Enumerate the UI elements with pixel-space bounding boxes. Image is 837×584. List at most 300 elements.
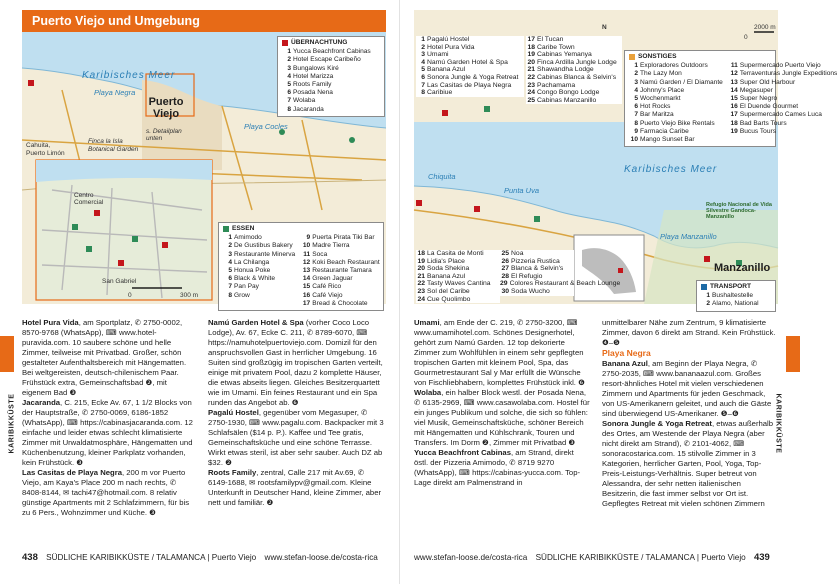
item-number: 17 xyxy=(302,299,311,307)
list-item xyxy=(729,70,837,78)
item-number: 4 xyxy=(228,258,232,266)
item-number: 1 xyxy=(421,36,425,43)
item-number: 8 xyxy=(421,89,425,97)
list-item xyxy=(526,66,622,74)
list-item xyxy=(500,288,574,296)
item-number: 21 xyxy=(417,272,425,280)
item-label: Caribiue xyxy=(427,89,453,97)
list-item xyxy=(526,74,622,82)
item-label: Hotel Escape Caribeño xyxy=(293,56,361,64)
list-item xyxy=(526,89,622,97)
item-number: 29 xyxy=(500,280,508,288)
item-label: Cabinas Blanca & Selvin's xyxy=(537,73,617,81)
item-number: 20 xyxy=(527,58,535,66)
item-label: Pan Pay xyxy=(234,283,259,291)
list-item xyxy=(223,275,295,283)
item-number: 11 xyxy=(303,250,311,258)
list-item xyxy=(416,288,500,296)
map-title: Puerto Viejo und Umgebung xyxy=(22,10,386,32)
item-number: 6 xyxy=(287,89,291,97)
footer: www.stefan-loose.de/costa-rica SÜDLICHE KARIBIKKÜSTE / TALAMANCA | Puerto Viejo 439 xyxy=(414,552,770,563)
item-label: Bread & Chocolate xyxy=(312,299,368,307)
section-heading xyxy=(602,348,778,359)
place-finca: Finca la Isla xyxy=(88,138,123,145)
item-number: 27 xyxy=(501,265,509,273)
item-number: 13 xyxy=(302,267,311,275)
item-label: Puerto Viejo Bike Rentals xyxy=(640,119,715,127)
item-label: Noa xyxy=(511,250,524,257)
place-punta-uva: Punta Uva xyxy=(504,186,540,195)
listing-description: , 200 m vor Puerto Viejo, am Kaya's Place 200 m nach rechts, ✆ 8408-8144, ✉ tachi47@hotmail.com. 8 relativ günstige Apartments mit 2 Schlafzimmern, für bis zu 6 Pers., Wohnzimmer und Küche. ❸ xyxy=(22,468,190,517)
list-item xyxy=(223,234,295,242)
item-number: 11 xyxy=(730,62,738,70)
list-item xyxy=(526,59,622,67)
listing-name: Jacaranda xyxy=(22,398,61,407)
legend-transport xyxy=(696,280,776,312)
item-label: Cabinas Yemanya xyxy=(537,51,592,59)
item-label: Bar Maritza xyxy=(640,111,674,119)
item-number: 24 xyxy=(527,89,535,97)
listing-entry xyxy=(602,359,778,419)
item-number: 4 xyxy=(634,86,638,94)
square-blue-icon xyxy=(701,284,707,290)
item-label: The Lazy Mon xyxy=(640,70,682,78)
place-botanical: Botanical Garden xyxy=(88,146,139,153)
listing-description: , etwas außerhalb des Ortes, am Westende der Playa Negra (aber nicht direkt am Strand), ✆ 2101-4062, ⌨ sonoracostarica.com. 15 stilvolle Zimmer in 3 Kategorien, herrlicher Garten, Pool, Yoga, Top-Preis-Leistungs-Verhältnis. Super betreut von Alessandra, der sehr netten italienischen Besitzerin, die fast immer selbst vor Ort ist. Gepflegtes Retreat mit vielen schönen Zimmern xyxy=(602,419,774,508)
list-item xyxy=(301,259,379,267)
list-item xyxy=(301,234,379,242)
text-column-2 xyxy=(208,318,384,508)
list-item xyxy=(416,273,500,281)
list-item xyxy=(526,82,622,90)
list-item xyxy=(416,258,500,266)
item-label: Honua Poke xyxy=(234,267,271,275)
listing-entry xyxy=(208,468,384,508)
item-label: Roots Family xyxy=(293,81,332,89)
item-label: Hotel Marizza xyxy=(293,72,334,80)
item-number: 5 xyxy=(228,267,232,275)
list-item xyxy=(729,87,837,95)
item-number: 5 xyxy=(634,95,638,103)
listing-description: , C. 215, Ecke Av. 67, 1 1/2 Blocks von der Hauptstraße, ✆ 2750-0069, 6186-1852 (WhatsApp), ⌨ https://cabinasjacaranda.com. 12 einfache und leider etwas schlecht klimatisierte Zimmer mit Urwaldatmosphäre, Hängematten und Küchenbenutzung, kleiner Parkplatz vorhanden, kein Frühstück. ❸ xyxy=(22,398,193,467)
list-item xyxy=(223,267,295,275)
item-number: 15 xyxy=(730,95,738,103)
list-item xyxy=(282,56,380,64)
list-item xyxy=(416,265,500,273)
listing-name: Umami xyxy=(414,318,440,327)
item-number: 19 xyxy=(527,51,535,59)
list-item xyxy=(301,300,379,308)
item-label: La Casita de Monti xyxy=(427,250,484,257)
list-item xyxy=(416,296,500,304)
list-item xyxy=(301,267,379,275)
list-item xyxy=(223,242,295,250)
item-label: Supermercado Cames Luca xyxy=(739,111,822,119)
item-label: El Duende Gourmet xyxy=(739,103,799,111)
list-item xyxy=(629,128,723,136)
item-number: 9 xyxy=(634,127,638,135)
listing-description: , zentral, Calle 217 mit Av.69, ✆ 6149-1688, ✉ rootsfamilypv@gmail.com. Kleine Unterkunft in Deutscher Hand, kleine Zimmer, aber nett und familiär. ❷ xyxy=(208,468,382,507)
item-label: Lidia's Place xyxy=(427,257,465,265)
item-label: Congo Bongo Lodge xyxy=(537,89,600,97)
item-number: 7 xyxy=(421,81,425,89)
item-number: 7 xyxy=(287,97,291,105)
place-puerto-limon: Puerto Limón xyxy=(26,150,65,157)
listing-name: Pagalú Hostel xyxy=(208,408,259,417)
listing-entry xyxy=(208,318,384,408)
list-item xyxy=(416,280,500,288)
list-item xyxy=(416,89,524,97)
item-number: 14 xyxy=(730,86,738,94)
text-column-1 xyxy=(22,318,198,518)
list-item xyxy=(301,292,379,300)
list-item xyxy=(301,242,379,250)
right-page xyxy=(400,0,837,584)
text-column-1 xyxy=(414,318,590,488)
listing-name: Namú Garden Hotel & Spa xyxy=(208,318,304,327)
item-label: Supermercado Puerto Viejo xyxy=(739,62,821,70)
item-number: 6 xyxy=(634,103,638,111)
listing-description: , am Beginn der Playa Negra, ✆ 2750-2035, ⌨ www.bananaazul.com. Großes resort-ähnliches Hotel mit vielen verschiedenen Zimmern und Apartments für jeden Geschmack, von US-Amerikanern geleitet, und auch die Gäste sind überwiegend US-Amerikaner. ❺–❻ xyxy=(602,359,772,418)
chapter-tab xyxy=(786,336,800,372)
item-number: 6 xyxy=(228,275,232,283)
item-label: Namú Garden Hotel & Spa xyxy=(427,58,508,66)
item-label: La Chilanga xyxy=(234,258,270,266)
item-label: Exploradores Outdoors xyxy=(640,62,708,70)
listing-description: , am Sportplatz, ✆ 2750-0002, 8570-9768 (WhatsApp), ⌨ www.hotel-puravida.com. 10 saubere schöne und helle Zimmer, teilweise mit Privatbad. Großer, schön gestalteter Aufenthaltsbereich mit Hängematten. Bei weltgereisten, deutsch-chilenischem Paar. Frühstück extra, Gemeinschaftsbad ❷, mit eigenem Bad ❸ xyxy=(22,318,187,397)
item-label: Green Jaguar xyxy=(312,275,353,283)
section-heading-text: Playa Negra xyxy=(602,348,651,358)
item-number: 2 xyxy=(634,70,638,78)
item-number: 30 xyxy=(501,287,509,295)
place-playa-cocles: Playa Cocles xyxy=(244,122,288,131)
item-number: 1 xyxy=(287,48,291,56)
legend-title: TRANSPORT xyxy=(710,283,752,290)
item-label: Madre Tierra xyxy=(312,242,350,250)
chapter-tab xyxy=(0,336,14,372)
item-label: Café Rico xyxy=(312,283,342,291)
sea-label: Karibisches Meer xyxy=(82,70,176,81)
left-page xyxy=(0,0,400,584)
item-label: Soca xyxy=(312,250,328,258)
list-item xyxy=(729,79,837,87)
list-item xyxy=(500,258,574,266)
item-label: Tasty Waves Cantina xyxy=(427,280,491,288)
legend-accommodation xyxy=(277,36,385,117)
item-label: Banana Azul xyxy=(427,272,466,280)
list-item xyxy=(500,280,621,288)
item-label: Koki Beach Restaurant xyxy=(312,258,380,266)
list-item xyxy=(629,62,723,70)
item-label: Finca Ardilla Jungle Lodge xyxy=(537,58,617,66)
legend-misc xyxy=(624,50,837,147)
item-label: Banana Azul xyxy=(427,66,466,74)
detail-plan-note: s. Detailplan unten xyxy=(146,128,182,142)
list-food-a xyxy=(416,250,500,303)
scale-label: 2000 m xyxy=(754,24,776,31)
list-item xyxy=(416,74,524,82)
item-number: 3 xyxy=(228,250,232,258)
legend-title: ÜBERNACHTUNG xyxy=(291,39,348,46)
item-label: De Gustibus Bakery xyxy=(234,242,293,250)
list-item xyxy=(301,251,379,259)
item-label: Jacaranda xyxy=(293,105,324,113)
item-number: 24 xyxy=(417,295,425,303)
item-number: 22 xyxy=(417,280,425,288)
item-number: 8 xyxy=(634,119,638,127)
map-puerto-viejo xyxy=(22,10,386,307)
list-item xyxy=(629,120,723,128)
item-label: Hot Rocks xyxy=(640,103,671,111)
item-number: 2 xyxy=(421,43,425,51)
list-item xyxy=(301,275,379,283)
list-item xyxy=(629,87,723,95)
list-item xyxy=(729,95,837,103)
list-item xyxy=(301,283,379,291)
item-label: Pagalú Hostel xyxy=(427,36,470,43)
listing-entry xyxy=(414,388,590,448)
sea-label: Karibisches Meer xyxy=(624,164,718,175)
scale-label: 300 m xyxy=(180,292,199,299)
list-item xyxy=(526,97,622,105)
item-number: 25 xyxy=(501,250,509,257)
item-label: Johnny's Place xyxy=(640,86,685,94)
list-item xyxy=(729,62,837,70)
list-item xyxy=(500,250,574,258)
list-item xyxy=(282,97,380,105)
chapter-side-label: KARIBIKKÜSTE xyxy=(8,393,16,454)
item-number: 26 xyxy=(501,257,509,265)
list-accommodation-b xyxy=(526,36,622,104)
item-label: Farmacia Caribe xyxy=(640,127,689,135)
item-number: 8 xyxy=(228,291,232,299)
list-item xyxy=(282,89,380,97)
item-number: 2 xyxy=(706,300,710,308)
list-item xyxy=(282,106,380,114)
item-label: Restaurante Minerva xyxy=(234,250,296,258)
footer-place: Puerto Viejo xyxy=(701,553,746,562)
list-item xyxy=(729,120,837,128)
item-label: Bucus Tours xyxy=(739,127,776,135)
item-number: 17 xyxy=(527,36,535,43)
item-number: 4 xyxy=(421,58,425,66)
item-number: 7 xyxy=(228,283,232,291)
item-label: Puerta Pirata Tiki Bar xyxy=(312,234,375,242)
north-arrow: N xyxy=(602,24,607,31)
item-label: Bushaltestelle xyxy=(712,292,754,300)
item-label: Cue Quolimbo xyxy=(427,295,471,303)
item-label: El Tucan xyxy=(537,36,564,43)
footer-url[interactable]: www.stefan-loose.de/costa-rica xyxy=(414,553,528,562)
page-number: 438 xyxy=(22,552,38,563)
list-item xyxy=(629,103,723,111)
item-number: 5 xyxy=(287,81,291,89)
list-food-b xyxy=(500,250,621,296)
footer: 438 SÜDLICHE KARIBIKKÜSTE / TALAMANCA | Puerto Viejo www.stefan-loose.de/costa-rica xyxy=(22,552,378,563)
list-item xyxy=(629,79,723,87)
item-number: 18 xyxy=(417,250,425,257)
list-item xyxy=(729,111,837,119)
item-label: Bungalows Kiré xyxy=(293,64,339,72)
square-green-icon xyxy=(223,226,229,232)
item-label: Sonora Jungle & Yoga Retreat xyxy=(427,73,519,81)
list-item xyxy=(629,70,723,78)
item-number: 5 xyxy=(421,66,425,74)
item-label: Super Negro xyxy=(739,95,778,103)
list-item xyxy=(500,265,574,273)
place-playa-manzanillo: Playa Manzanillo xyxy=(660,232,717,241)
list-item xyxy=(223,292,295,300)
listing-name: Wolaba xyxy=(414,388,442,397)
footer-url[interactable]: www.stefan-loose.de/costa-rica xyxy=(264,553,378,562)
town-manzanillo: Manzanillo xyxy=(714,262,771,274)
item-label: Pizzeria Rustica xyxy=(511,257,560,265)
item-number: 15 xyxy=(302,283,311,291)
listing-description: , ein halber Block westl. der Posada Nena, ✆ 6135-2969, ⌨ www.casawolaba.com. Hostel für ein junges Publikum und solche, die sich so fühlen: viel Musik, Gemeinschaftsküche, schöner Bereich mit Hängematten und Kühlschrank, Touren und Transfers. Im Dorm ❷, Zimmer mit Privatbad ❸ xyxy=(414,388,590,447)
list-item xyxy=(526,44,622,52)
item-label: Posada Nena xyxy=(293,89,333,97)
item-number: 28 xyxy=(501,272,509,280)
listing-entry xyxy=(22,318,198,398)
place-centro-comercial: Centro Comercial xyxy=(74,192,104,206)
item-number: 18 xyxy=(730,119,738,127)
item-number: 17 xyxy=(730,111,738,119)
list-item xyxy=(416,51,524,59)
listing-name: Roots Family xyxy=(208,468,257,477)
item-number: 18 xyxy=(527,43,535,51)
place-san-gabriel: San Gabriel xyxy=(102,278,137,285)
footer-place: Puerto Viejo xyxy=(211,553,257,562)
list-item xyxy=(416,36,524,44)
item-label: Colores Restaurant & Beach Lounge xyxy=(509,280,621,288)
list-item xyxy=(629,136,723,144)
list-item xyxy=(701,300,771,308)
item-label: Grow xyxy=(234,291,250,299)
list-item xyxy=(629,111,723,119)
item-label: Alamo, National xyxy=(712,300,759,308)
item-number: 2 xyxy=(228,242,232,250)
listing-description: , am Ende der C. 219, ✆ 2750-3200, ⌨ www.umamihotel.com. Schönes Designerhotel, gehört zum Namú Garden. 12 top dekorierte Zimmer zum Wohlfühlen in einem sehr gepflegten tropischen Garten mit kleinem Pool, Spa, das Gourmetrestaurant Sal y Mar erfüllt die Wünsche von Fischliebhabern, komplettes Frühstück inkl. ❻ xyxy=(414,318,585,387)
item-label: Wochenmarkt xyxy=(640,95,681,103)
item-label: Amimodo xyxy=(234,234,262,242)
place-refugio: Refugio Nacional de Vida Silvestre Gandoca-Manzanillo xyxy=(706,202,772,220)
list-item xyxy=(282,65,380,73)
item-label: Umami xyxy=(427,51,449,59)
list-accommodation-a xyxy=(416,36,524,97)
item-number: 1 xyxy=(706,292,710,300)
list-item xyxy=(416,59,524,67)
item-label: Sol del Caribe xyxy=(427,287,470,295)
item-number: 22 xyxy=(527,73,535,81)
item-label: Caribe Town xyxy=(537,43,575,51)
listing-description: unmittelbarer Nähe zum Zentrum, 9 klimatisierte Zimmer, davon 6 direkt am Strand. Kein Frühstück. ❹–❺ xyxy=(602,318,776,347)
chapter-side-label: KARIBIKKÜSTE xyxy=(774,393,782,454)
listing-name: Sonora Jungle & Yoga Retreat xyxy=(602,419,712,428)
list-item xyxy=(416,250,500,258)
page-number: 439 xyxy=(753,552,770,563)
listing-entry xyxy=(602,318,778,348)
item-label: El Refugio xyxy=(511,272,543,280)
item-label: Yucca Beachfront Cabinas xyxy=(293,48,371,56)
item-number: 21 xyxy=(527,66,535,74)
item-label: Soda Shekina xyxy=(427,265,470,273)
item-label: Soda Wucho xyxy=(511,287,550,295)
item-number: 16 xyxy=(302,291,311,299)
scale-zero: 0 xyxy=(744,34,748,41)
listing-description: , am Strand, direkt östl. der Pizzeria Amimodo, ✆ 8719 9270 (WhatsApp), ⌨ https://cabinas-yucca.com. Top-Lage direkt am Palmenstrand in xyxy=(414,448,581,487)
item-number: 19 xyxy=(417,257,425,265)
item-label: Megasuper xyxy=(739,86,773,94)
legend-title: ESSEN xyxy=(232,225,255,232)
item-number: 10 xyxy=(630,136,638,144)
list-item xyxy=(416,82,524,90)
list-item xyxy=(416,44,524,52)
item-number: 3 xyxy=(421,51,425,59)
place-playa-negra: Playa Negra xyxy=(94,88,136,97)
list-item xyxy=(416,66,524,74)
list-item xyxy=(729,103,837,111)
item-number: 3 xyxy=(287,64,291,72)
square-orange-icon xyxy=(629,54,635,60)
footer-section: SÜDLICHE KARIBIKKÜSTE / TALAMANCA xyxy=(46,553,206,562)
listing-entry xyxy=(414,318,590,388)
list-item xyxy=(223,251,295,259)
listing-name: Yucca Beachfront Cabinas xyxy=(414,448,511,457)
item-number: 3 xyxy=(634,78,638,86)
item-number: 12 xyxy=(730,70,738,78)
item-number: 1 xyxy=(228,234,232,242)
list-item xyxy=(629,95,723,103)
item-label: Shawandha Lodge xyxy=(537,66,594,74)
item-number: 8 xyxy=(287,105,291,113)
item-label: Namú Garden / El Diamante xyxy=(640,78,723,86)
item-label: Hotel Pura Vida xyxy=(427,43,475,51)
listing-name: Banana Azul xyxy=(602,359,648,368)
item-label: Terraventuras Jungle Expeditions xyxy=(739,70,837,78)
list-item xyxy=(729,128,837,136)
item-label: Blanca & Selvin's xyxy=(511,265,564,273)
list-item xyxy=(526,36,622,44)
legend-title: SONSTIGES xyxy=(638,53,677,60)
item-label: Bad Barts Tours xyxy=(739,119,787,127)
item-number: 20 xyxy=(417,265,425,273)
item-number: 19 xyxy=(730,127,738,135)
listing-entry xyxy=(22,468,198,518)
scale-zero: 0 xyxy=(128,292,132,299)
item-number: 4 xyxy=(287,72,291,80)
item-label: Café Viejo xyxy=(312,291,343,299)
item-number: 23 xyxy=(417,287,425,295)
item-number: 2 xyxy=(287,56,291,64)
item-number: 16 xyxy=(730,103,738,111)
item-number: 7 xyxy=(634,111,638,119)
list-item xyxy=(223,283,295,291)
item-number: 23 xyxy=(527,81,535,89)
item-number: 9 xyxy=(306,234,311,242)
item-label: Restaurante Tamara xyxy=(312,267,372,275)
item-number: 13 xyxy=(730,78,738,86)
listing-description: , gegenüber vom Megasuper, ✆ 2750-1930, ⌨ www.pagalu.com. Backpacker mit 3 Schlafsälen ($14 p. P.). Kaffee und Tee gratis, Gemeinschaftsküche und eine schöne Terrasse. Wirkt etwas steril, ist aber sehr sauber. Auch DZ ab $32. ❷ xyxy=(208,408,384,467)
legend-food xyxy=(218,222,384,311)
item-number: 14 xyxy=(302,275,311,283)
footer-section: SÜDLICHE KARIBIKKÜSTE / TALAMANCA xyxy=(535,553,695,562)
map-south-coast xyxy=(414,10,837,308)
item-number: 6 xyxy=(421,73,425,81)
listing-name: Hotel Pura Vida xyxy=(22,318,79,327)
listing-entry xyxy=(414,448,590,488)
item-label: Super Old Harbour xyxy=(739,78,796,86)
town-puerto-viejo: Puerto Viejo xyxy=(148,96,184,120)
